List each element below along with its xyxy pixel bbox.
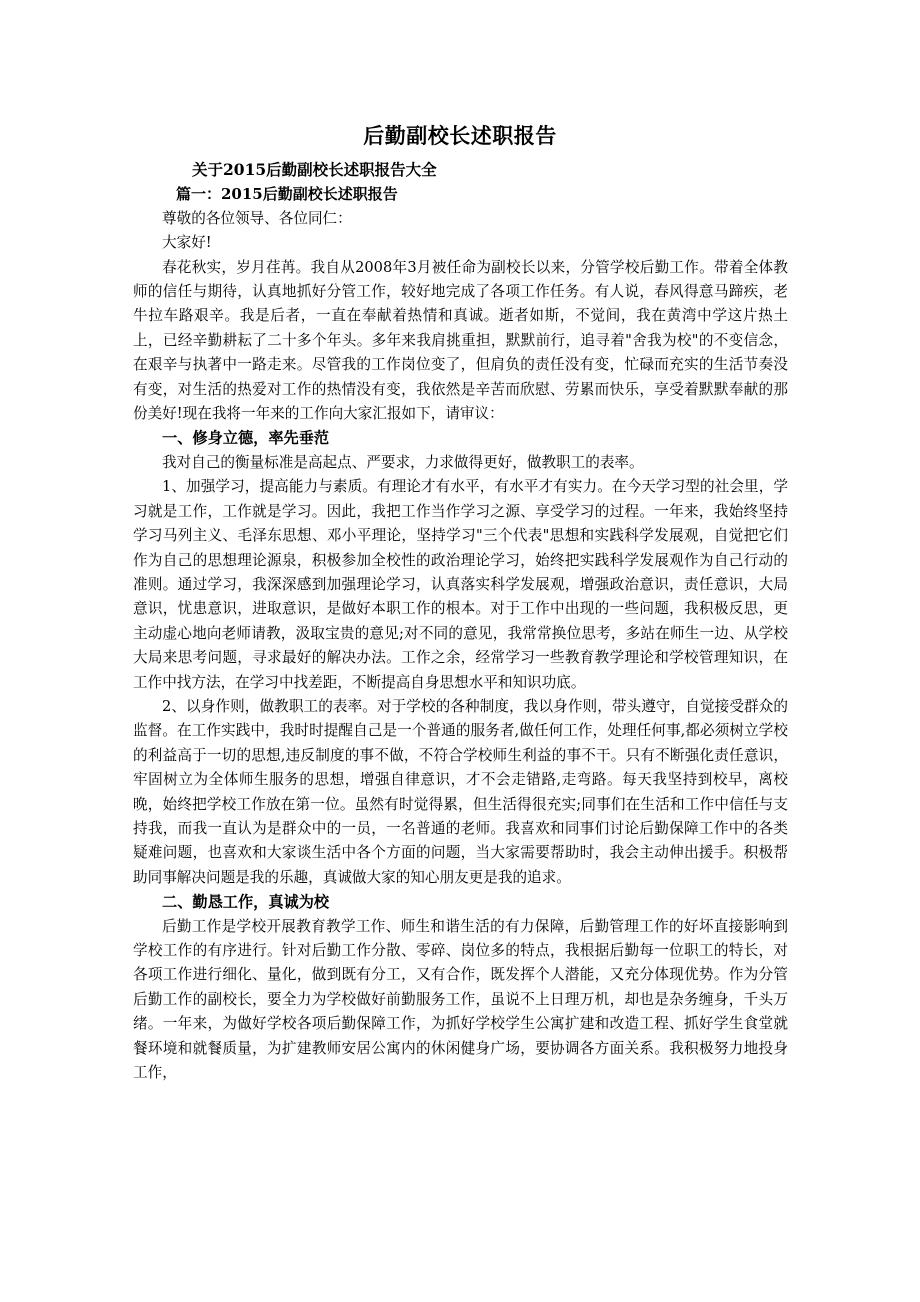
- document-body: [133, 158, 788, 1085]
- document-subtitle: 关于2015后勤副校长述职报告大全: [192, 160, 437, 179]
- item-1-paragraph: 1、加强学习，提高能力与素质。有理论才有水平，有水平才有实力。在今天学习型的社会里，学习就是工作，工作就是学习。因此，我把工作当作学习之源、享受学习的过程。一年来，我始终坚持学习马列主义、毛泽东思想、邓小平理论，坚持学习"三个代表"思想和实践科学发展观，自觉把它们作为自己的思想理论源泉，积极参加全校性的政治理论学习，始终把实践科学发展观作为自己行动的准则。通过学习，我深深感到加强理论学习，认真落实科学发展观，增强政治意识，责任意识，大局意识，忧患意识，进取意识，是做好本职工作的根本。对于工作中出现的一些问题，我积极反思，更主动虚心地向老师请教，汲取宝贵的意见;对不同的意见，我常常换位思考，多站在师生一边、从学校大局来思考问题，寻求最好的解决办法。工作之余，经常学习一些教育教学理论和学校管理知识，在工作中找方法，在学习中找差距，不断提高自身思想水平和知识功底。: [133, 478, 788, 691]
- section-heading-1: 一、修身立德，率先垂范: [162, 429, 330, 448]
- item-2-paragraph: 2、以身作则，做教职工的表率。对于学校的各种制度，我以身作则，带头遵守，自觉接受群众的监督。在工作实践中，我时时提醒自己是一个普通的服务者,做任何工作，处理任何事,都必须树立学校的利益高于一切的思想,违反制度的事不做，不符合学校师生利益的事不干。只有不断强化责任意识，牢固树立为全体师生服务的思想，增强自律意识，才不会走错路,走弯路。每天我坚持到校早，离校晚，始终把学校工作放在第一位。虽然有时觉得累，但生活得很充实;同事们在生活和工作中信任与支持我，而我一直认为是群众中的一员，一名普通的老师。我喜欢和同事们讨论后勤保障工作中的各类疑难问题，也喜欢和大家谈生活中各个方面的问题，当大家需要帮助时，我会主动伸出援手。积极帮助同事解决问题是我的乐趣，真诚做大家的知心朋友更是我的追求。: [133, 697, 788, 886]
- section-heading-2: 二、勤恳工作，真诚为校: [162, 893, 330, 912]
- standard-paragraph: 我对自己的衡量标准是高起点、严要求，力求做得更好，做教职工的表率。: [162, 453, 644, 471]
- chapter-heading: 篇一：2015后勤副校长述职报告: [176, 185, 398, 204]
- greeting: 大家好!: [162, 234, 212, 252]
- document-title: 后勤副校长述职报告: [363, 123, 557, 148]
- salutation: 尊敬的各位领导、各位同仁：: [162, 209, 352, 227]
- intro-paragraph: 春花秋实，岁月荏苒。我自从2008年3月被任命为副校长以来，分管学校后勤工作。带着全体教师的信任与期待，认真地抓好分管工作，较好地完成了各项工作任务。有人说，春风得意马蹄疾，老牛拉车路艰辛。我是后者，一直在奉献着热情和真诚。逝者如斯，不觉间，我在黄湾中学这片热土上，已经辛勤耕耘了二十多个年头。多年来我肩挑重担，默默前行，追寻着"舍我为校"的不变信念，在艰辛与执著中一路走来。尽管我的工作岗位变了，但肩负的责任没有变，忙碌而充实的生活节奏没有变，对生活的热爱对工作的热情没有变，我依然是辛苦而欣慰、劳累而快乐，享受着默默奉献的那份美好!现在我将一年来的工作向大家汇报如下，请审议：: [133, 258, 788, 423]
- logistics-paragraph: 后勤工作是学校开展教育教学工作、师生和谐生活的有力保障，后勤管理工作的好坏直接影响到学校工作的有序进行。针对后勤工作分散、零碎、岗位多的特点，我根据后勤每一位职工的特长，对各项工作进行细化、量化，做到既有分工，又有合作，既发挥个人潜能，又充分体现优势。作为分管后勤工作的副校长，要全力为学校做好前勤服务工作，虽说不上日理万机，却也是杂务缠身，千头万绪。一年来，为做好学校各项后勤保障工作，为抓好学校学生公寓扩建和改造工程、抓好学生食堂就餐环境和就餐质量，为扩建教师安居公寓内的休闲健身广场，要协调各方面关系。我积极努力地投身工作，: [133, 917, 788, 1082]
